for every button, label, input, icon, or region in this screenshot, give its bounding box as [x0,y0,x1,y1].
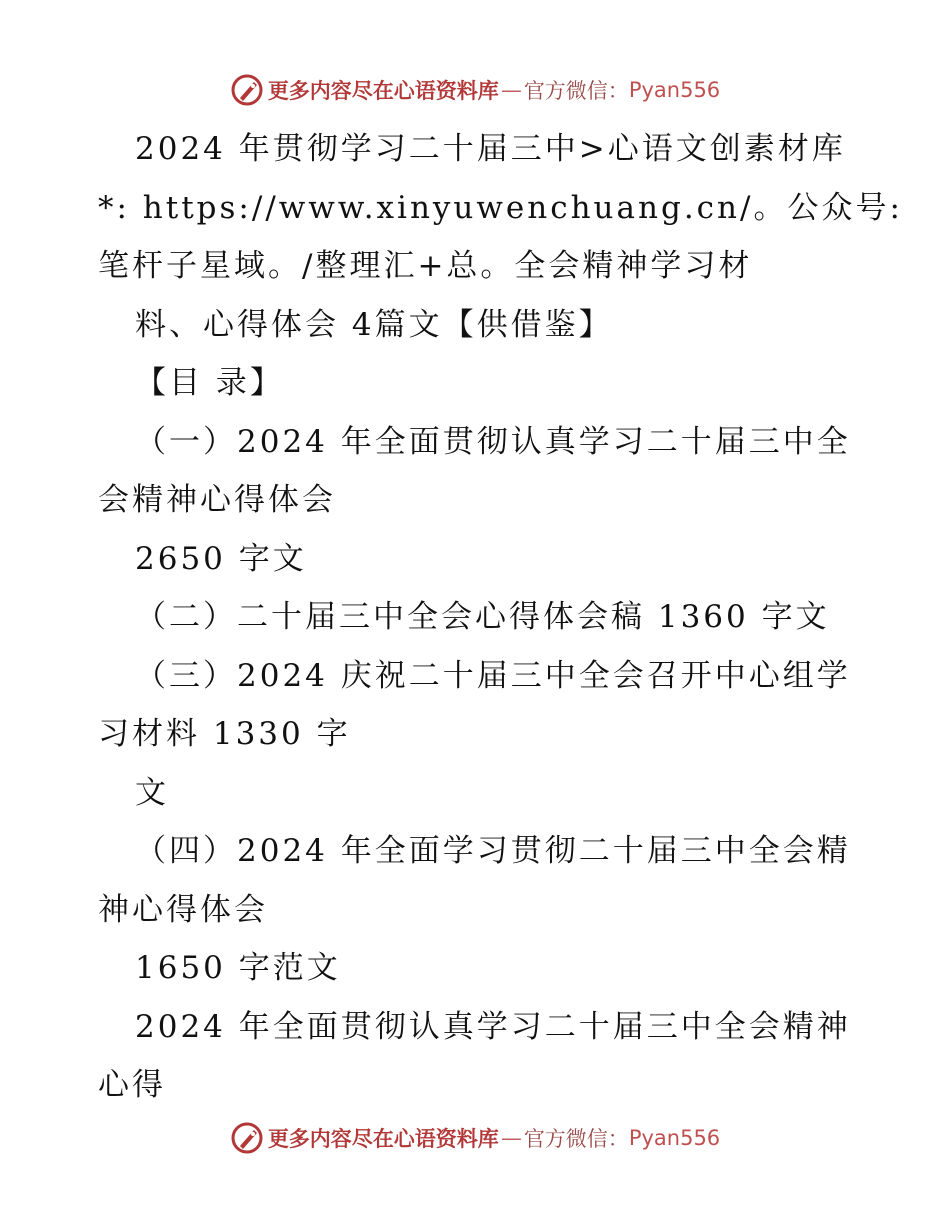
toc-item-3-line-2: 习材料 1330 字 [98,716,351,752]
document-body [98,120,903,1115]
doc-line-title-3: 笔杆子星域。/整理汇+总。全会精神学习材 [98,248,753,284]
toc-item-3-line-3: 文 [135,774,169,811]
toc-item-4-line-2: 神心得体会 [98,891,268,928]
toc-item-4-line-3: 1650 字范文 [135,950,341,986]
toc-heading: 【目 录】 [135,365,284,401]
toc-item-3-line-1: （三）2024 庆祝二十届三中全会召开中心组学 [135,657,851,694]
watermark-wechat-label: 官方微信： [523,1127,629,1151]
section-heading-line-2: 心得 [98,1067,166,1103]
watermark-main-text: 更多内容尽在心语资料库 [267,1127,499,1151]
toc-item-4-line-1: （四）2024 年全面学习贯彻二十届三中全会精 [135,833,851,869]
pen-nib-logo-icon [230,1121,264,1155]
watermark-dash: — [500,1126,522,1150]
doc-line-title-2: *: https://www.xinyuwenchuang.cn/。公众号: [98,189,903,226]
watermark-footer [0,1118,950,1158]
watermark-dash: — [500,78,522,102]
watermark-wechat-id: Pyan556 [628,1126,721,1150]
toc-item-1-line-3: 2650 字文 [135,540,307,577]
doc-line-title-1: 2024 年贯彻学习二十届三中>心语文创素材库 [135,131,846,167]
toc-item-2: （二）二十届三中全会心得体会稿 1360 字文 [135,599,830,635]
watermark-wechat-id: Pyan556 [628,78,721,102]
watermark-header [0,70,950,110]
toc-item-1-line-1: （一）2024 年全面贯彻认真学习二十届三中全 [135,423,851,460]
pen-nib-logo-icon [230,73,264,107]
toc-item-1-line-2: 会精神心得体会 [98,482,336,518]
watermark-main-text: 更多内容尽在心语资料库 [267,79,499,103]
watermark-wechat-label: 官方微信： [523,79,629,103]
doc-line-title-4: 料、心得体会 4篇文【供借鉴】 [135,306,613,343]
section-heading-line-1: 2024 年全面贯彻认真学习二十届三中全会精神 [135,1008,851,1045]
